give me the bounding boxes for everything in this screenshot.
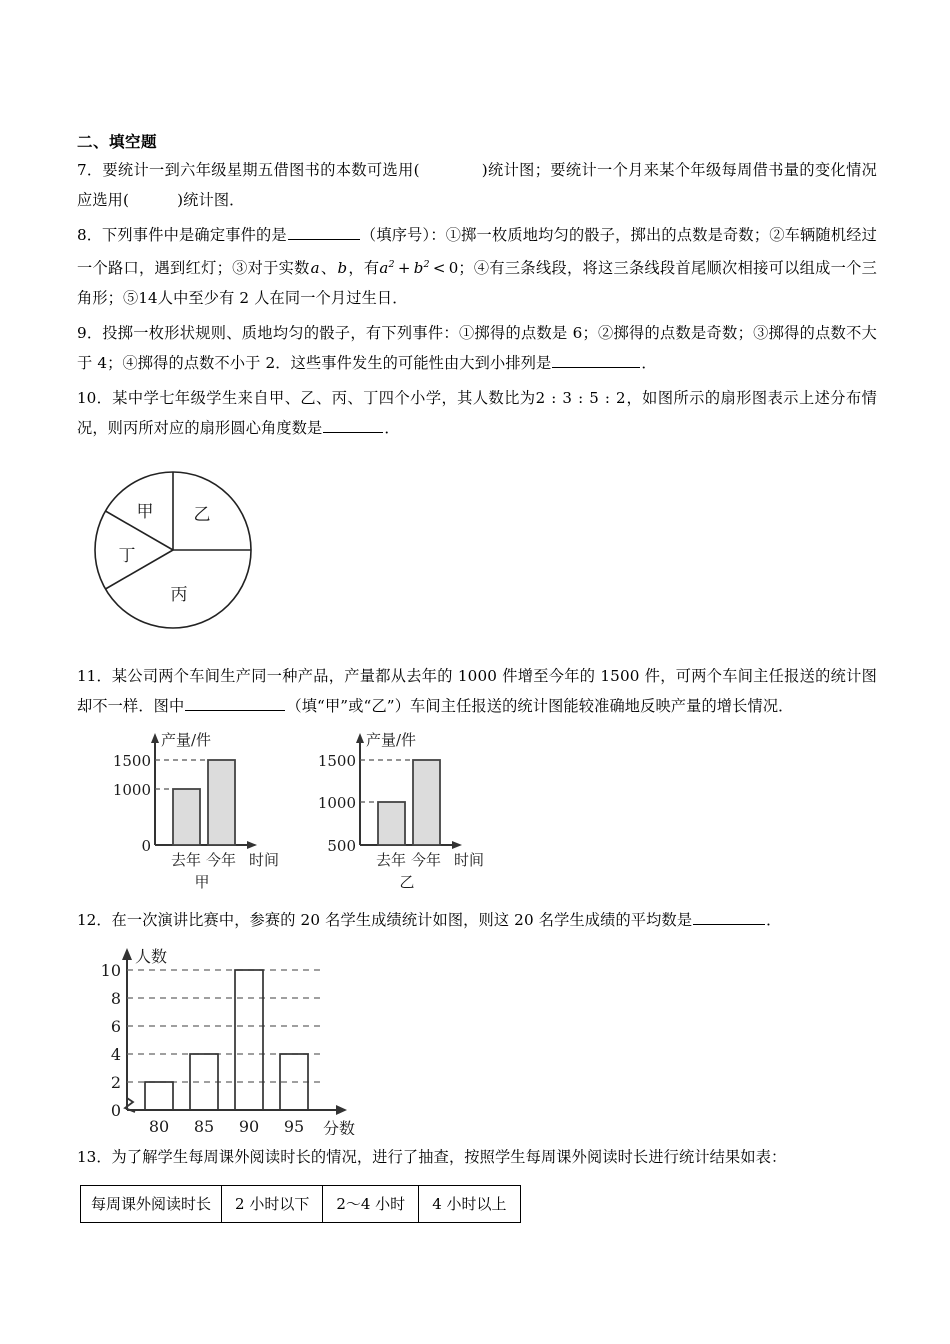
pie-chart-svg — [87, 465, 287, 635]
ytick-0: 0 — [110, 1101, 121, 1120]
question-11-text-1: 某公司两个车间生产同一种产品，产量都从去年的 1000 件增至今年的 1500 件，可两个车间主任报送的统计图却不一样．图中 — [77, 667, 877, 715]
question-8-answer-blank[interactable] — [288, 224, 360, 240]
question-7-text-2: )统计图；要统计一个月来某个年级每周借书量的变化情况应选用( — [77, 161, 877, 209]
question-8-separator: 、 — [320, 259, 337, 277]
pie-divider-lower-left — [105, 550, 173, 589]
xtick-last-year: 去年 — [375, 851, 407, 869]
question-7-text-1: 要统计一到六年级星期五借图书的本数可选用( — [102, 161, 420, 179]
bar-this-year — [413, 760, 440, 845]
question-8-text-3: ，有 — [348, 259, 380, 277]
xtick-last-year: 去年 — [170, 851, 202, 869]
xtick-95: 95 — [283, 1117, 305, 1135]
question-10-answer-blank[interactable] — [323, 417, 383, 433]
pie-slice-label-bing: 丙 — [170, 585, 188, 605]
question-9-text-1: 投掷一枚形状规则、质地均匀的骰子，有下列事件：①掷得的点数是 6；②掷得的点数是奇数；③掷得的点数不大于 4；④掷得的点数不小于 2．这些事件发生的可能性由大到小排列是 — [77, 324, 877, 372]
question-13-number: 13． — [77, 1148, 112, 1166]
y-axis-label: 产量/件 — [366, 731, 417, 749]
y-axis-arrow — [151, 733, 159, 743]
section-title: 二、填空题 — [77, 132, 158, 151]
question-8-count-14: 14 — [138, 289, 158, 307]
question-11-number: 11． — [77, 667, 112, 685]
bar-chart-jia-caption: 甲 — [194, 873, 210, 891]
bar-score-90 — [235, 970, 263, 1110]
question-10-text-1: 某中学七年级学生来自甲、乙、丙、丁四个小学，其人数比为 — [112, 389, 536, 407]
table-body — [81, 1186, 521, 1223]
question-13-text-1: 为了解学生每周课外阅读时长的情况，进行了抽查，按照学生每周课外阅读时长进行统计结果如表： — [111, 1148, 787, 1166]
question-9 — [77, 318, 877, 378]
y-axis-label: 人数 — [135, 947, 168, 966]
x-axis-label: 时间 — [454, 851, 485, 869]
bar-chart-jia-svg — [97, 727, 297, 892]
xtick-85: 85 — [193, 1117, 215, 1135]
bar-chart-yi-svg — [302, 727, 502, 892]
question-10 — [77, 383, 877, 443]
question-8-text-1: 下列事件中是确定事件的是 — [101, 226, 287, 244]
question-8-number: 8． — [77, 226, 102, 244]
xtick-80: 80 — [148, 1117, 170, 1135]
ytick-0: 0 — [141, 837, 151, 855]
ytick-1500: 1500 — [112, 752, 151, 770]
ytick-500: 500 — [327, 837, 356, 855]
table-cell-header: 每周课外阅读时长 — [81, 1186, 222, 1223]
question-9-text-2: ． — [641, 354, 657, 372]
question-8-text-2: （填序号）：①掷一枚质地均匀的骰子，掷出的点数是奇数；②车辆随机经过一个路口，遇到红灯；③对于实数 — [77, 226, 877, 277]
bar-score-80 — [145, 1082, 173, 1110]
question-8-text-4: ；④有三条线段，将这三条线段首尾顺次相接可以组成一个三角形；⑤ — [77, 259, 877, 307]
question-8-variable-b: b — [337, 259, 348, 277]
table-row — [81, 1186, 521, 1223]
bar-last-year — [378, 802, 405, 845]
question-7-text-3: )统计图． — [177, 191, 245, 209]
ytick-6: 6 — [110, 1017, 121, 1036]
question-10-text-2: ，如图所示的扇形图表示上述分布情况，则丙所对应的扇形圆心角度数是 — [77, 389, 877, 437]
bar-this-year — [208, 760, 235, 845]
x-axis-arrow — [247, 841, 257, 849]
bar-last-year — [173, 789, 200, 845]
pie-slice-label-ding: 丁 — [118, 546, 136, 566]
pie-chart-figure — [87, 465, 287, 635]
xtick-this-year: 今年 — [205, 851, 237, 869]
ytick-4: 4 — [110, 1045, 121, 1064]
question-10-number: 10． — [77, 389, 113, 407]
question-11-answer-blank[interactable] — [185, 695, 285, 711]
histogram-svg — [85, 940, 385, 1135]
bar-chart-yi — [302, 727, 502, 896]
x-axis-label: 分数 — [323, 1119, 356, 1135]
question-12-number: 12． — [77, 911, 112, 929]
question-12-text-2: ． — [766, 911, 782, 929]
question-11-text-2: （填“甲”或“乙”）车间主任报送的统计图能较准确地反映产量的增长情况． — [286, 697, 794, 715]
histogram-figure — [85, 940, 405, 1140]
ytick-10: 10 — [100, 961, 121, 980]
table-cell-over-4h: 4 小时以上 — [419, 1186, 520, 1223]
question-10-text-3: ． — [384, 419, 400, 437]
x-axis-arrow — [336, 1105, 347, 1115]
bar-chart-yi-caption: 乙 — [399, 873, 415, 891]
table-cell-2-to-4h: 2～4 小时 — [323, 1186, 419, 1223]
xtick-this-year: 今年 — [410, 851, 442, 869]
reading-time-table — [80, 1185, 521, 1223]
bar-charts-row — [77, 727, 877, 897]
x-axis-arrow — [452, 841, 462, 849]
question-10-ratio: 2 : 3 : 5 : 2 — [535, 389, 627, 407]
question-11 — [77, 661, 877, 721]
question-7 — [77, 155, 877, 215]
bar-chart-jia — [97, 727, 297, 896]
ytick-1000: 1000 — [317, 794, 356, 812]
question-9-number: 9． — [77, 324, 103, 342]
ytick-1000: 1000 — [112, 781, 151, 799]
question-13 — [77, 1142, 877, 1172]
ytick-2: 2 — [110, 1073, 121, 1092]
question-12 — [77, 905, 877, 935]
question-12-answer-blank[interactable] — [693, 909, 765, 925]
y-axis-arrow — [122, 948, 132, 960]
page-content — [77, 132, 877, 1223]
y-axis-arrow — [356, 733, 364, 743]
ytick-1500: 1500 — [317, 752, 356, 770]
x-axis-label: 时间 — [249, 851, 280, 869]
question-8-formula: $a^2 + b^2 < 0$ — [379, 259, 459, 277]
table-cell-under-2h: 2 小时以下 — [222, 1186, 323, 1223]
question-9-answer-blank[interactable] — [552, 352, 640, 368]
pie-slice-label-yi: 乙 — [193, 505, 211, 525]
question-8 — [77, 220, 877, 313]
ytick-8: 8 — [110, 989, 121, 1008]
question-12-text-1: 在一次演讲比赛中，参赛的 20 名学生成绩统计如图，则这 20 名学生成绩的平均数是 — [111, 911, 693, 929]
question-8-variable-a: a — [310, 259, 320, 277]
pie-slice-label-jia: 甲 — [136, 502, 154, 522]
question-8-text-5: 人中至少有 2 人在同一个月过生日． — [157, 289, 408, 307]
y-axis-label: 产量/件 — [161, 731, 212, 749]
xtick-90: 90 — [238, 1117, 260, 1135]
question-7-number: 7． — [77, 161, 103, 179]
